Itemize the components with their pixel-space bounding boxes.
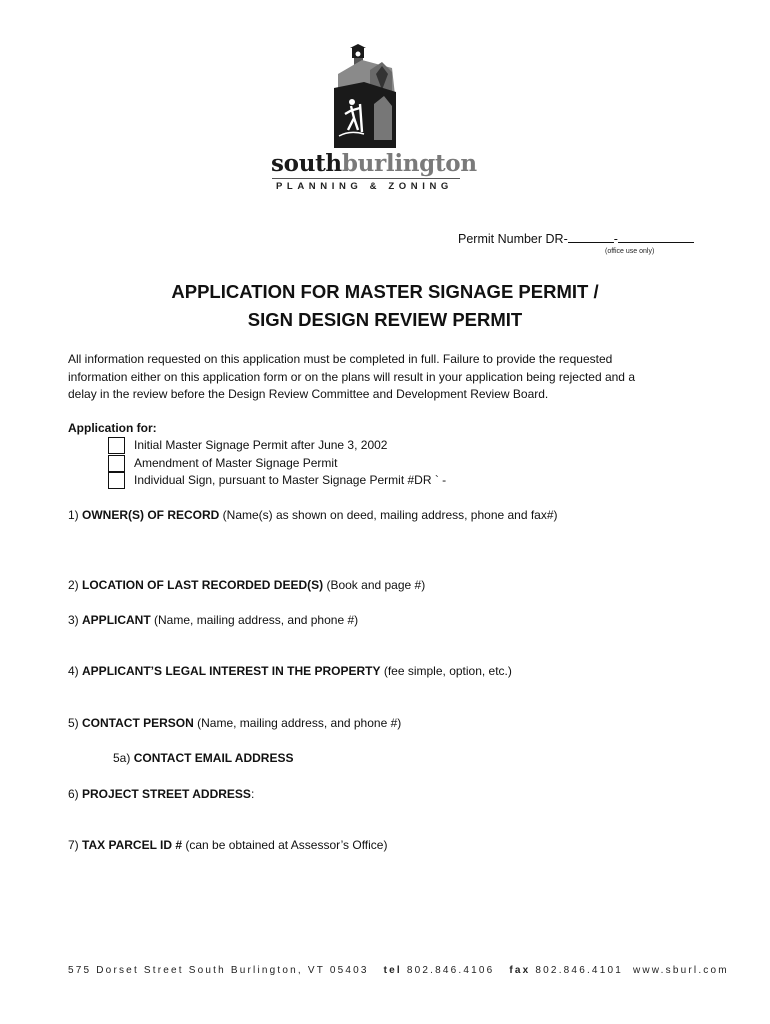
question-project-street-address: 6) PROJECT STREET ADDRESS: [68,787,255,801]
footer-fax-label: fax [509,965,531,976]
checkbox-individual-sign[interactable] [108,472,125,489]
question-contact-person: 5) CONTACT PERSON (Name, mailing address, and phone #) [68,716,402,730]
footer-website: www.sburl.com [632,965,729,976]
question-applicant: 3) APPLICANT (Name, mailing address, and phone #) [68,613,359,627]
brand-name-part1: south [271,150,342,177]
permit-number-label: Permit Number DR- [458,232,568,246]
application-for-label: Application for: [68,421,157,435]
brand-name-part2: burlington [341,150,477,177]
question-legal-interest: 4) APPLICANT’S LEGAL INTEREST IN THE PROPERTY (fee simple, option, etc.) [68,664,512,678]
option-label: Initial Master Signage Permit after June 3, 2002 [134,438,388,452]
question-last-recorded-deed: 2) LOCATION OF LAST RECORDED DEED(S) (Book and page #) [68,578,426,592]
permit-number-field [458,231,694,246]
footer-contact [68,965,729,976]
option-label: Amendment of Master Signage Permit [134,456,338,470]
permit-number-blank-1[interactable] [568,231,614,243]
intro-paragraph [68,351,708,404]
intro-line-1: All information requested on this application must be completed in full. Failure to provide the requested [68,352,613,366]
permit-number-blank-2[interactable] [618,231,694,243]
brand-name [271,150,477,177]
question-contact-email: 5a) CONTACT EMAIL ADDRESS [113,751,294,765]
office-use-note: (office use only) [605,248,655,255]
page-title-line-2: SIGN DESIGN REVIEW PERMIT [247,309,523,330]
footer-tel-label: tel [383,965,402,976]
checkbox-amendment[interactable] [108,455,125,472]
intro-line-2: information either on this application form or on the plans will result in your application being rejected and a [68,369,635,384]
option-label: Individual Sign, pursuant to Master Signage Permit #DR ` - [134,473,447,487]
footer-address: 575 Dorset Street South Burlington, VT 05403 [68,965,369,976]
brand-divider [272,178,460,179]
question-owners-of-record: 1) OWNER(S) OF RECORD (Name(s) as shown on deed, mailing address, phone and fax#) [68,508,558,522]
footer-fax: 802.846.4101 [535,965,623,976]
south-burlington-logo-icon [330,44,400,148]
page-title-line-1: APPLICATION FOR MASTER SIGNAGE PERMIT / [171,281,599,302]
permit-number-separator: - [613,232,618,246]
intro-line-3: delay in the review before the Design Review Committee and Development Review Board. [68,387,549,401]
checkbox-initial[interactable] [108,437,125,454]
brand-subtitle: PLANNING & ZONING [276,181,453,192]
footer-tel: 802.846.4106 [406,965,495,976]
question-tax-parcel-id: 7) TAX PARCEL ID # (can be obtained at Assessor’s Office) [68,838,388,852]
